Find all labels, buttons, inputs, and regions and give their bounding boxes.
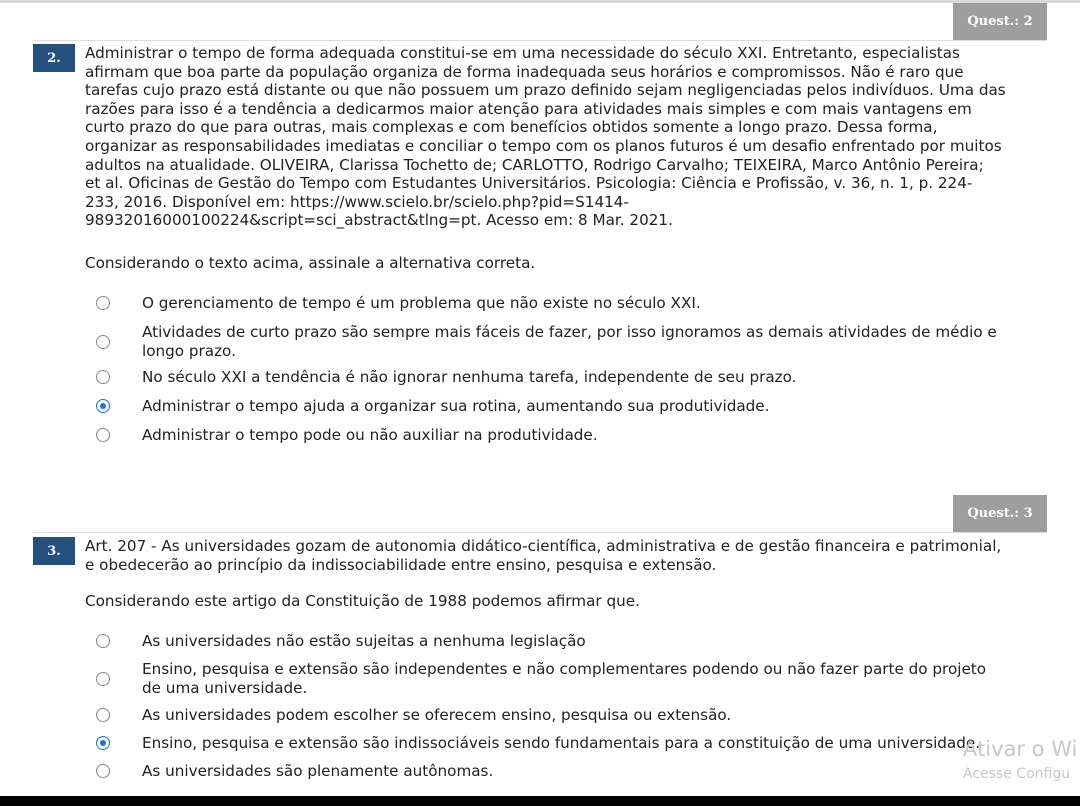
option-line: Ensino, pesquisa e extensão são indissociáveis sendo fundamentais para a constituição de uma universidade. — [142, 734, 981, 752]
option-label — [142, 706, 731, 725]
option-label — [142, 368, 796, 387]
text-line: Art. 207 - As universidades gozam de autonomia didático-científica, administrativa e de gestão financeira e patrimonial, — [85, 537, 1002, 555]
q3-option-5[interactable] — [96, 762, 1046, 781]
option-line: No século XXI a tendência é não ignorar nenhuma tarefa, independente de seu prazo. — [142, 368, 797, 386]
radio-button[interactable] — [96, 296, 110, 310]
activation-watermark-title: Ativar o Wi — [963, 737, 1078, 761]
option-label — [142, 734, 980, 753]
option-line: O gerenciamento de tempo é um problema que não existe no século XXI. — [142, 294, 701, 312]
option-label — [142, 294, 701, 313]
text-line: razões para isso é a tendência a dedicarmos maior atenção para atividades mais simples e com mais vantagens em — [85, 99, 972, 118]
radio-button[interactable] — [96, 672, 110, 686]
text-line: 233, 2016. Disponível em: https://www.scielo.br/scielo.php?pid=S1414- — [85, 192, 629, 211]
option-label — [142, 660, 986, 697]
activation-watermark-subtitle: Acesse Configu — [963, 766, 1071, 782]
question-divider — [33, 532, 1047, 533]
question-divider — [33, 40, 1047, 41]
text-line: curto prazo do que para outras, mais complexas e com benefícios obtidos somente a longo prazo. Dessa forma, — [85, 118, 938, 137]
q3-option-4[interactable] — [96, 734, 1046, 753]
question-3-prompt: Considerando este artigo da Constituição de 1988 podemos afirmar que. — [85, 592, 640, 610]
q2-option-4[interactable] — [96, 397, 1046, 416]
option-label — [142, 323, 997, 360]
option-line: longo prazo. — [142, 341, 236, 360]
option-label — [142, 762, 493, 781]
text-line: organizar as responsabilidades imediatas e conciliar o tempo com os planos futuros é um desafio enfrentado por muitos — [85, 136, 1002, 155]
q2-option-5[interactable] — [96, 426, 1046, 445]
text-line: tarefas cujo prazo está distante ou que não possuem um prazo definido sejam negligenciadas pelos indivíduos. Uma das — [85, 81, 1006, 100]
option-label — [142, 397, 769, 416]
top-border — [0, 0, 1080, 3]
radio-button[interactable] — [96, 764, 110, 778]
option-label — [142, 426, 598, 445]
question-number-2: 2. — [33, 44, 75, 72]
radio-button[interactable] — [96, 634, 110, 648]
option-line: Ensino, pesquisa e extensão são independentes e não complementares podendo ou não fazer parte do projeto — [142, 660, 987, 678]
text-line: afirmam que boa parte da população organiza de forma inadequada seus horários e compromissos. Não é raro que — [85, 62, 964, 81]
radio-button[interactable] — [96, 335, 110, 349]
text-line: et al. Oficinas de Gestão do Tempo com Estudantes Universitários. Psicologia: Ciência e Profissão, v. 36, n. 1, p. 224- — [85, 174, 973, 193]
q3-option-3[interactable] — [96, 706, 1046, 725]
option-line: As universidades podem escolher se oferecem ensino, pesquisa ou extensão. — [142, 706, 732, 724]
question-number-3: 3. — [33, 537, 75, 565]
q3-option-2[interactable] — [96, 660, 1046, 697]
option-line: Administrar o tempo pode ou não auxiliar na produtividade. — [142, 426, 598, 444]
q2-option-1[interactable] — [96, 294, 1046, 313]
question-2-text — [85, 44, 1043, 230]
radio-button[interactable] — [96, 370, 110, 384]
radio-button-selected[interactable] — [96, 736, 110, 750]
option-line: de uma universidade. — [142, 678, 308, 697]
text-line: Administrar o tempo de forma adequada constitui-se em uma necessidade do século XXI. Entretanto, especialistas — [85, 44, 960, 62]
quest-tag-3: Quest.: 3 — [953, 495, 1047, 532]
radio-button[interactable] — [96, 708, 110, 722]
text-line: adultos na atualidade. OLIVEIRA, Clarissa Tochetto de; CARLOTTO, Rodrigo Carvalho; TEIXEIRA, Marco Antônio Pereira; — [85, 155, 984, 174]
option-line: As universidades não estão sujeitas a nenhuma legislação — [142, 632, 586, 650]
quest-tag-2: Quest.: 2 — [953, 3, 1047, 40]
radio-button[interactable] — [96, 428, 110, 442]
option-label — [142, 632, 586, 651]
bottom-bar — [0, 796, 1080, 806]
option-line: Administrar o tempo ajuda a organizar sua rotina, aumentando sua produtividade. — [142, 397, 770, 415]
option-line: As universidades são plenamente autônomas. — [142, 762, 494, 780]
q2-option-2[interactable] — [96, 323, 1046, 360]
text-line: e obedecerão ao princípio da indissociabilidade entre ensino, pesquisa e extensão. — [85, 555, 717, 574]
question-3-text — [85, 537, 1043, 574]
question-2-prompt: Considerando o texto acima, assinale a alternativa correta. — [85, 254, 536, 272]
q2-option-3[interactable] — [96, 368, 1046, 387]
option-line: Atividades de curto prazo são sempre mais fáceis de fazer, por isso ignoramos as demais atividades de médio e — [142, 323, 997, 341]
text-line: 98932016000100224&script=sci_abstract&tlng=pt. Acesso em: 8 Mar. 2021. — [85, 211, 673, 230]
q3-option-1[interactable] — [96, 632, 1046, 651]
radio-button-selected[interactable] — [96, 399, 110, 413]
